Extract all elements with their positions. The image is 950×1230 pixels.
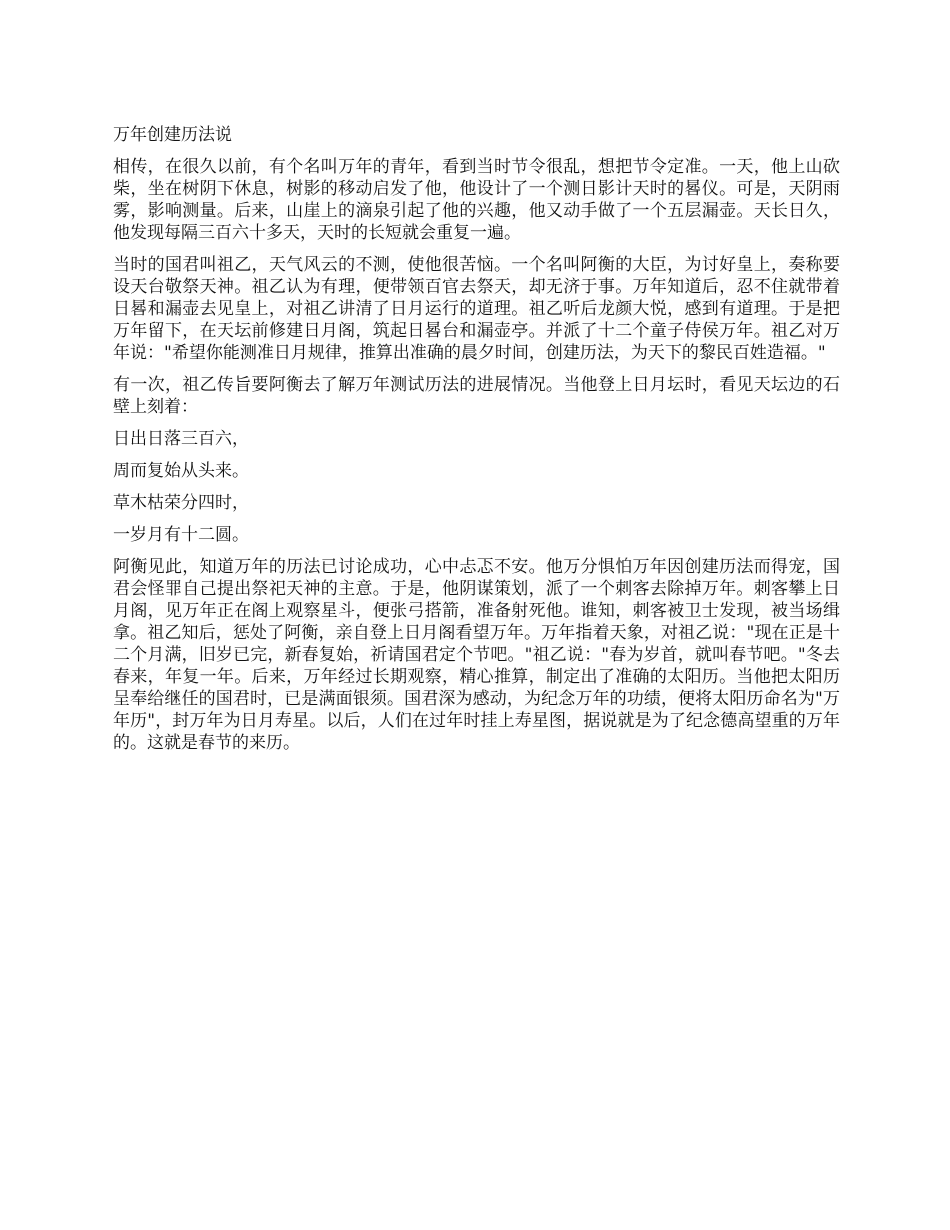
paragraph-3: 有一次，祖乙传旨要阿衡去了解万年测试历法的进展情况。当他登上日月坛时，看见天坛边的石壁上刻着： — [113, 375, 840, 417]
poem-line-4: 一岁月有十二圆。 — [113, 525, 249, 545]
paragraph-4: 阿衡见此，知道万年的历法已讨论成功，心中忐忑不安。他万分惧怕万年因创建历法而得宠，国君会怪罪自己提出祭祀天神的主意。于是，他阴谋策划，派了一个刺客去除掉万年。刺客攀上日月阁，见万年正在阁上观察星斗，便张弓搭箭，准备射死他。谁知，刺客被卫士发现，被当场缉拿。祖乙知后，惩处了阿衡，亲自登上日月阁看望万年。万年指着天象，对祖乙说："现在正是十二个月满，旧岁已完，新春复始，祈请国君定个节吧。"祖乙说："春为岁首，就叫春节吧。"冬去春来，年复一年。后来，万年经过长期观察，精心推算，制定出了准确的太阳历。当他把太阳历呈奉给继任的国君时，已是满面银须。国君深为感动，为纪念万年的功绩，便将太阳历命名为"万年历"，封万年为日月寿星。以后，人们在过年时挂上寿星图，据说就是为了纪念德高望重的万年的。这就是春节的来历。 — [113, 557, 840, 753]
paragraph-1: 相传，在很久以前，有个名叫万年的青年，看到当时节令很乱，想把节令定准。一天，他上山砍柴，坐在树阴下休息，树影的移动启发了他，他设计了一个测日影计天时的晷仪。可是，天阴雨雾，影响测量。后来，山崖上的滴泉引起了他的兴趣，他又动手做了一个五层漏壶。天长日久，他发现每隔三百六十多天，天时的长短就会重复一遍。 — [113, 157, 840, 243]
poem-line-1: 日出日落三百六， — [113, 429, 249, 449]
poem-line-3: 草木枯荣分四时， — [113, 493, 249, 513]
paragraph-2: 当时的国君叫祖乙，天气风云的不测，使他很苦恼。一个名叫阿衡的大臣，为讨好皇上，奏称要设天台敬祭天神。祖乙认为有理，便带领百官去祭天，却无济于事。万年知道后，忍不住就带着日晷和漏壶去见皇上，对祖乙讲清了日月运行的道理。祖乙听后龙颜大悦，感到有道理。于是把万年留下，在天坛前修建日月阁，筑起日晷台和漏壶亭。并派了十二个童子侍侯万年。祖乙对万年说："希望你能测准日月规律，推算出准确的晨夕时间，创建历法，为天下的黎民百姓造福。" — [113, 255, 840, 363]
document-title: 万年创建历法说 — [113, 125, 232, 145]
poem-line-2: 周而复始从头来。 — [113, 461, 249, 481]
document-body — [113, 124, 840, 764]
